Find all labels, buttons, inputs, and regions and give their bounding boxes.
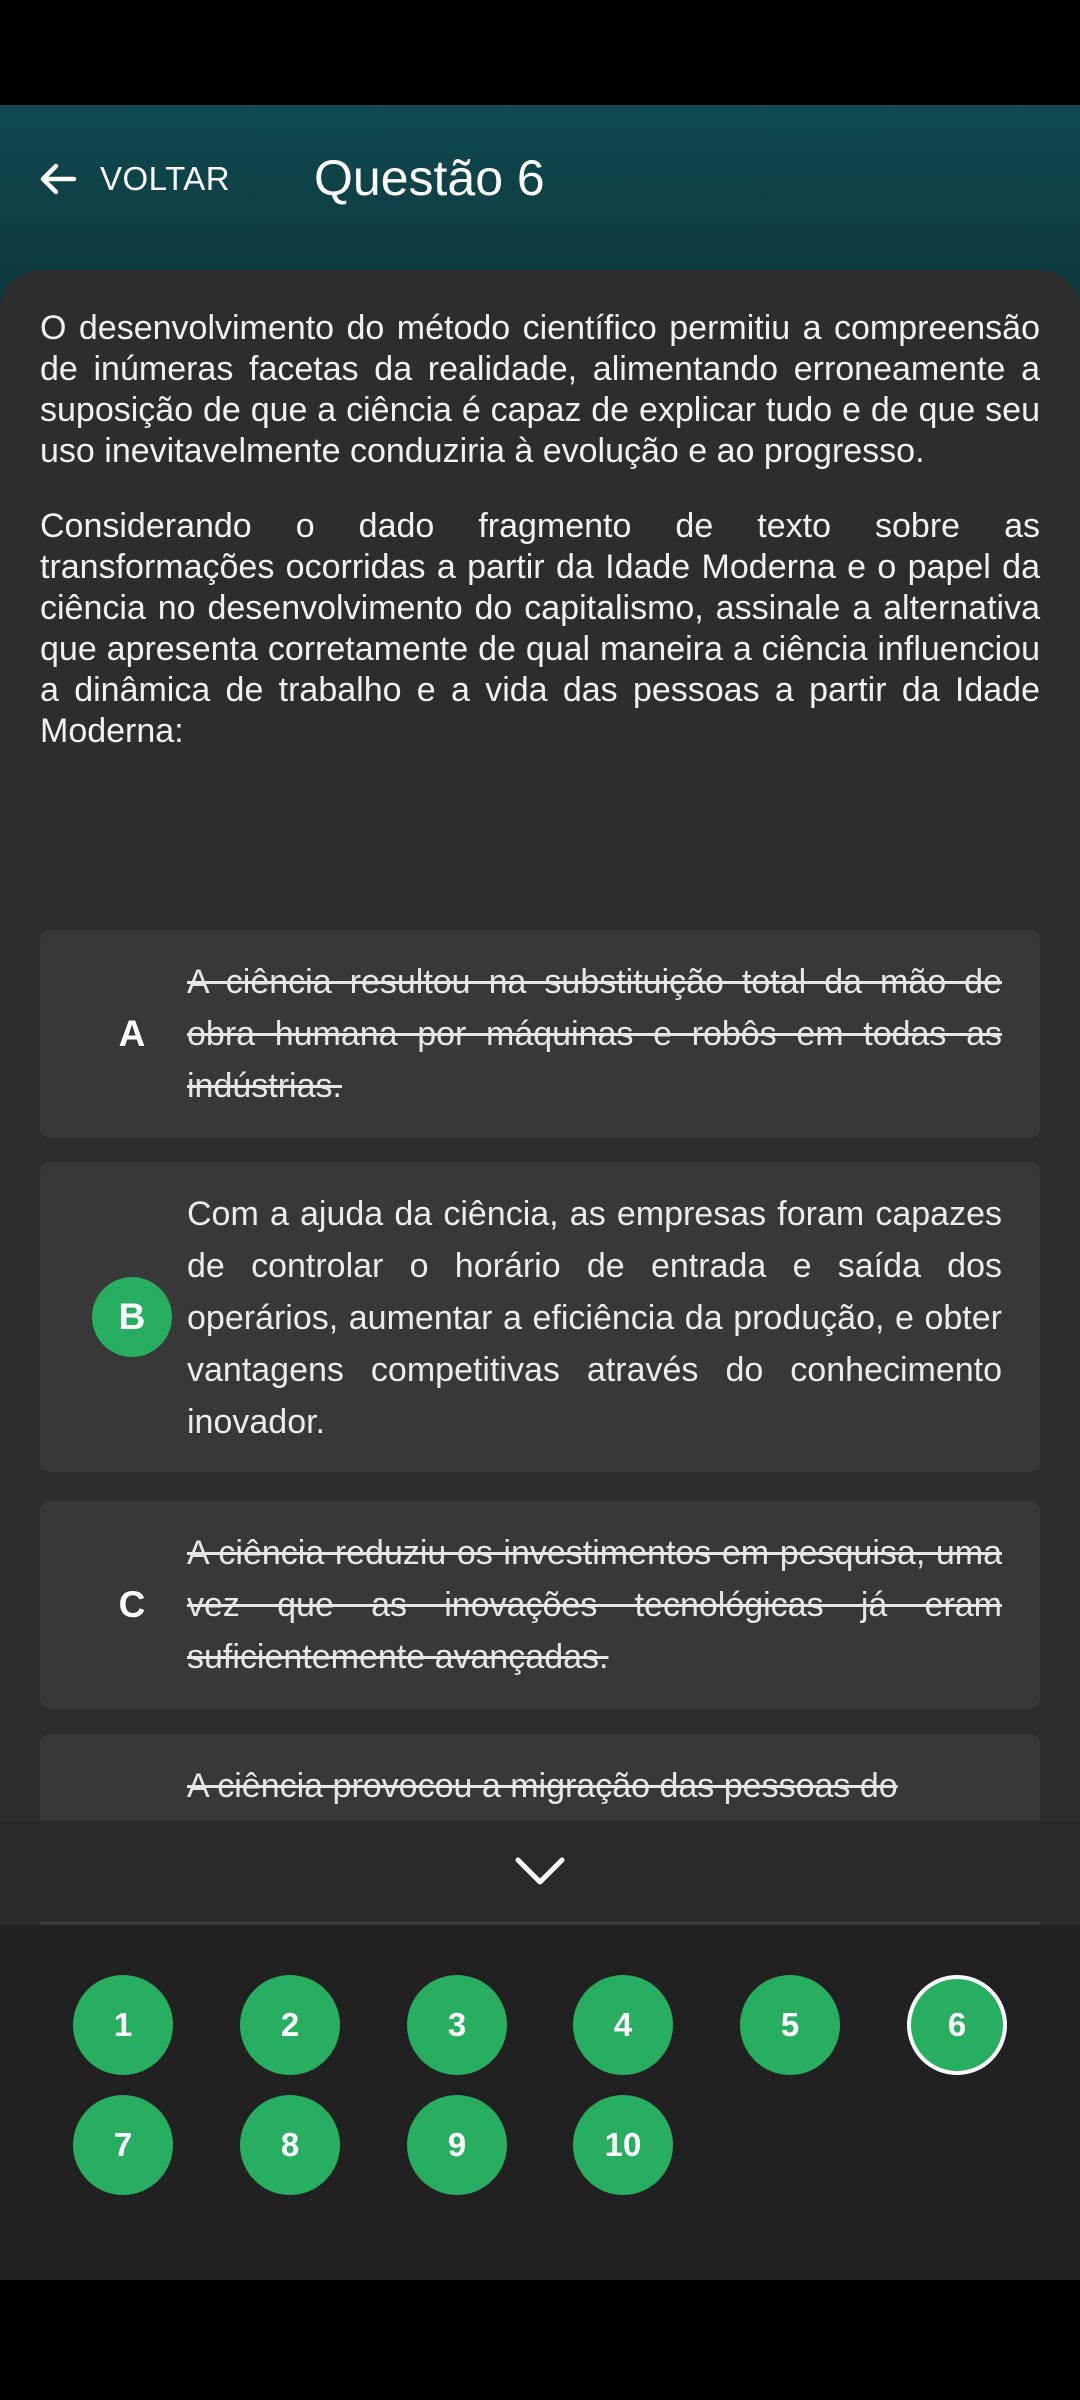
option-letter: C <box>118 1584 146 1625</box>
question-button-9[interactable]: 9 <box>407 2095 507 2195</box>
arrow-left-icon <box>34 155 82 203</box>
back-button[interactable] <box>34 147 230 211</box>
question-button-10[interactable]: 10 <box>573 2095 673 2195</box>
option-text: A ciência reduziu os investimentos em pesquisa, uma vez que as inovações tecnológicas já eram suficientemente avançadas. <box>187 1534 1002 1676</box>
question-card[interactable] <box>0 270 1080 1930</box>
question-navigator <box>0 1925 1080 2280</box>
page-title: Questão 6 <box>314 150 545 206</box>
question-text <box>40 308 1040 786</box>
option-c[interactable] <box>40 1501 1040 1709</box>
option-a[interactable] <box>40 930 1040 1138</box>
question-button-4[interactable]: 4 <box>573 1975 673 2075</box>
header <box>0 105 1080 270</box>
question-button-7[interactable]: 7 <box>73 2095 173 2195</box>
option-b[interactable] <box>40 1162 1040 1472</box>
question-button-2[interactable]: 2 <box>240 1975 340 2075</box>
question-paragraph: O desenvolvimento do método científico permitiu a compreensão de inúmeras facetas da realidade, alimentando erroneamente a suposição de que a ciência é capaz de explicar tudo e de que seu uso inevitavelmente conduziria à evolução e ao progresso. <box>40 309 1040 470</box>
option-text: A ciência resultou na substituição total da mão de obra humana por máquinas e robôs em todas as indústrias. <box>187 963 1002 1105</box>
status-bar <box>0 0 1080 105</box>
app-screen <box>0 105 1080 2280</box>
collapse-button[interactable] <box>0 1821 1080 1921</box>
question-button-8[interactable]: 8 <box>240 2095 340 2195</box>
system-navigation-bar <box>0 2280 1080 2400</box>
question-button-3[interactable]: 3 <box>407 1975 507 2075</box>
back-label: VOLTAR <box>100 160 231 197</box>
question-button-1[interactable]: 1 <box>73 1975 173 2075</box>
chevron-down-icon <box>512 1851 568 1891</box>
option-text: Com a ajuda da ciência, as empresas foram capazes de controlar o horário de entrada e saída dos operários, aumentar a eficiência da produção, e obter vantagens competitivas através do conhecimento inovador. <box>187 1195 1002 1441</box>
question-button-5[interactable]: 5 <box>740 1975 840 2075</box>
option-text: A ciência provocou a migração das pessoas do <box>187 1767 898 1805</box>
option-letter: A <box>118 1013 146 1054</box>
option-letter: B <box>92 1277 172 1357</box>
question-button-6[interactable]: 6 <box>907 1975 1007 2075</box>
question-paragraph: Considerando o dado fragmento de texto sobre as transformações ocorridas a partir da Idade Moderna e o papel da ciência no desenvolvimento do capitalismo, assinale a alternativa que apresenta corretamente de qual maneira a ciência influenciou a dinâmica de trabalho e a vida das pessoas a partir da Idade Moderna: <box>40 507 1040 750</box>
